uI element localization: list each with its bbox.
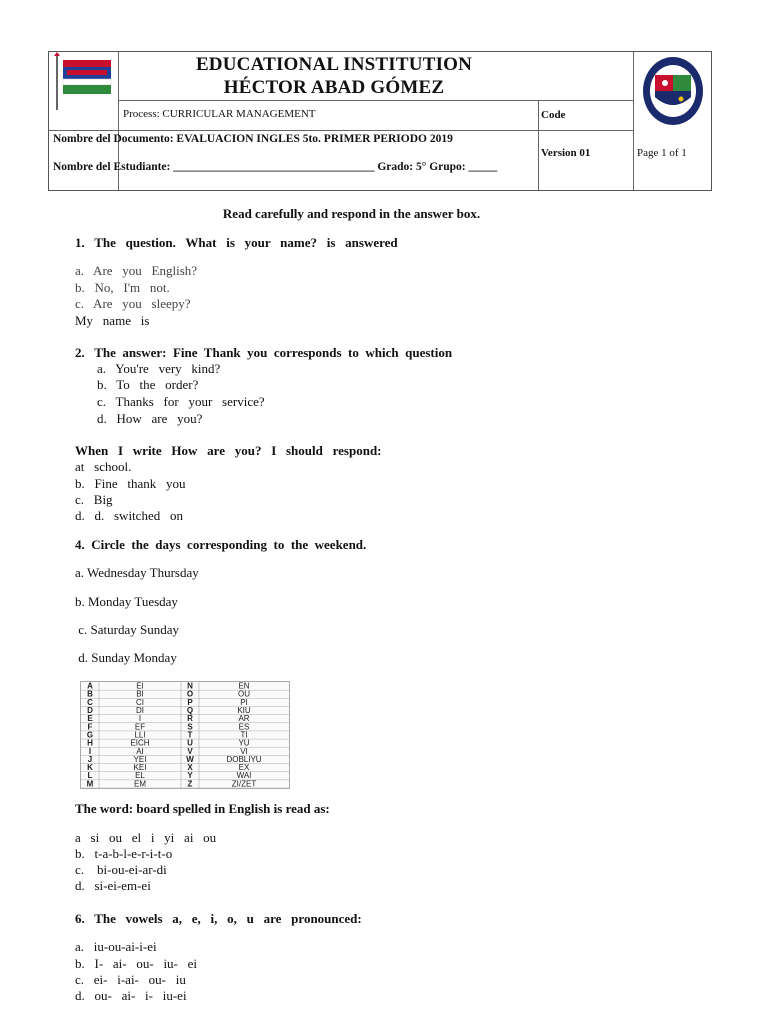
q3-option-a: at school. (75, 459, 132, 474)
alphabet-cell: OU (238, 689, 250, 699)
alphabet-cell: EM (134, 779, 146, 788)
institution-name-line2: HÉCTOR ABAD GÓMEZ (223, 77, 445, 98)
q5-option-c: c. bi-ou-ei-ar-di (75, 862, 167, 877)
alphabet-cell: J (87, 754, 93, 764)
question-5: The word: board spelled in English is read as: (75, 801, 330, 816)
alphabet-cell: F (87, 722, 93, 732)
alphabet-cell: TI (240, 730, 248, 740)
document-name: Nombre del Documento: EVALUACION INGLES 5to. PRIMER PERIODO 2019 (53, 133, 453, 145)
alphabet-cell: H (87, 738, 93, 748)
alphabet-cell: DI (136, 706, 144, 716)
q5-option-d: d. si-ei-em-ei (75, 878, 151, 893)
alphabet-cell: B (87, 689, 93, 699)
alphabet-cell: PI (240, 697, 248, 707)
alphabet-cell: Q (186, 706, 194, 716)
q5-option-a: a si ou el i yi ai ou (75, 830, 217, 845)
alphabet-cell: T (187, 730, 193, 740)
q1-extra-line: My name is (75, 313, 150, 328)
alphabet-cell: X (187, 763, 193, 773)
alphabet-cell: EICH (130, 738, 150, 748)
version-label: Version 01 (541, 147, 591, 159)
alphabet-cell: ZI/ZET (231, 779, 257, 788)
question-4: 4. Circle the days corresponding to the weekend. (75, 537, 367, 552)
alphabet-cell: BI (136, 689, 144, 699)
q2-option-c: c. Thanks for your service? (97, 394, 265, 409)
alphabet-cell: Y (187, 771, 193, 781)
alphabet-cell: I (88, 746, 92, 756)
question-2: 2. The answer: Fine Thank you corresponds to which question (75, 345, 453, 360)
alphabet-cell: EI (136, 682, 144, 691)
alphabet-cell: E (87, 714, 93, 724)
question-3: When I write How are you? I should respond: (75, 443, 382, 458)
alphabet-cell: EL (135, 771, 145, 781)
q4-option-b: b. Monday Tuesday (75, 594, 178, 609)
q6-option-a: a. iu-ou-ai-i-ei (75, 939, 157, 954)
alphabet-cell: ES (238, 722, 250, 732)
alphabet-cell: W (186, 754, 194, 764)
alphabet-pronunciation-table (80, 681, 290, 789)
alphabet-cell: EX (238, 763, 250, 773)
process-label: Process: CURRICULAR MANAGEMENT (123, 108, 316, 120)
q5-option-b: b. t-a-b-l-e-r-i-t-o (75, 846, 173, 861)
q6-option-b: b. I- ai- ou- iu- ei (75, 956, 198, 971)
alphabet-cell: Z (187, 779, 193, 788)
alphabet-table-grid (81, 682, 289, 788)
alphabet-cell: R (187, 714, 193, 724)
alphabet-cell: D (87, 706, 93, 716)
alphabet-cell: WAI (236, 771, 252, 781)
alphabet-cell: A (87, 682, 93, 691)
institution-name-line1: EDUCATIONAL INSTITUTION (195, 54, 473, 75)
alphabet-cell: YU (238, 738, 250, 748)
school-seal-logo (641, 55, 705, 127)
alphabet-cell: EF (134, 722, 146, 732)
question-1: 1. The question. What is your name? is answered (75, 235, 398, 250)
q1-option-c: c. Are you sleepy? (75, 296, 191, 311)
question-6: 6. The vowels a, e, i, o, u are pronounced: (75, 911, 362, 926)
q2-option-b: b. To the order? (97, 377, 199, 392)
instructions: Read carefully and respond in the answer box. (222, 206, 481, 221)
alphabet-cell: S (187, 722, 193, 732)
q4-option-a: a. Wednesday Thursday (75, 565, 199, 580)
alphabet-cell: M (86, 779, 94, 788)
q3-option-d: d. d. switched on (75, 508, 183, 523)
alphabet-cell: CI (136, 697, 144, 707)
alphabet-cell: L (87, 771, 93, 781)
alphabet-cell: VI (240, 746, 248, 756)
alphabet-cell: P (187, 697, 193, 707)
student-name-line: Nombre del Estudiante: ___________________________________ Grado: 5° Grupo: _____ (53, 161, 498, 173)
alphabet-cell: N (187, 682, 193, 691)
alphabet-cell: K (87, 763, 93, 773)
alphabet-cell: DOBLIYU (226, 754, 262, 764)
alphabet-cell: O (186, 689, 194, 699)
alphabet-cell: YEI (133, 754, 147, 764)
code-label: Code (541, 109, 566, 121)
q1-option-b: b. No, I'm not. (75, 280, 170, 295)
document-header (48, 51, 712, 191)
q3-option-c: c. Big (75, 492, 113, 507)
q2-option-a: a. You're very kind? (97, 361, 221, 376)
alphabet-cell: V (187, 746, 193, 756)
page-number: Page 1 of 1 (637, 147, 687, 159)
alphabet-cell: C (87, 697, 93, 707)
alphabet-cell: AI (136, 746, 144, 756)
q2-option-d: d. How are you? (97, 411, 203, 426)
q3-option-b: b. Fine thank you (75, 476, 186, 491)
q1-option-a: a. Are you English? (75, 263, 198, 278)
alphabet-cell: KEI (133, 763, 147, 773)
q4-option-c: c. Saturday Sunday (75, 622, 179, 637)
alphabet-cell: LLI (134, 730, 146, 740)
alphabet-cell: I (138, 714, 142, 724)
alphabet-cell: KIU (237, 706, 251, 716)
alphabet-cell: U (187, 738, 193, 748)
q6-option-c: c. ei- i-ai- ou- iu (75, 972, 186, 987)
alphabet-cell: AR (238, 714, 250, 724)
q6-option-d: d. ou- ai- i- iu-ei (75, 988, 187, 1003)
q4-option-d: d. Sunday Monday (75, 650, 177, 665)
alphabet-cell: G (86, 730, 94, 740)
alphabet-cell: EN (238, 682, 250, 691)
